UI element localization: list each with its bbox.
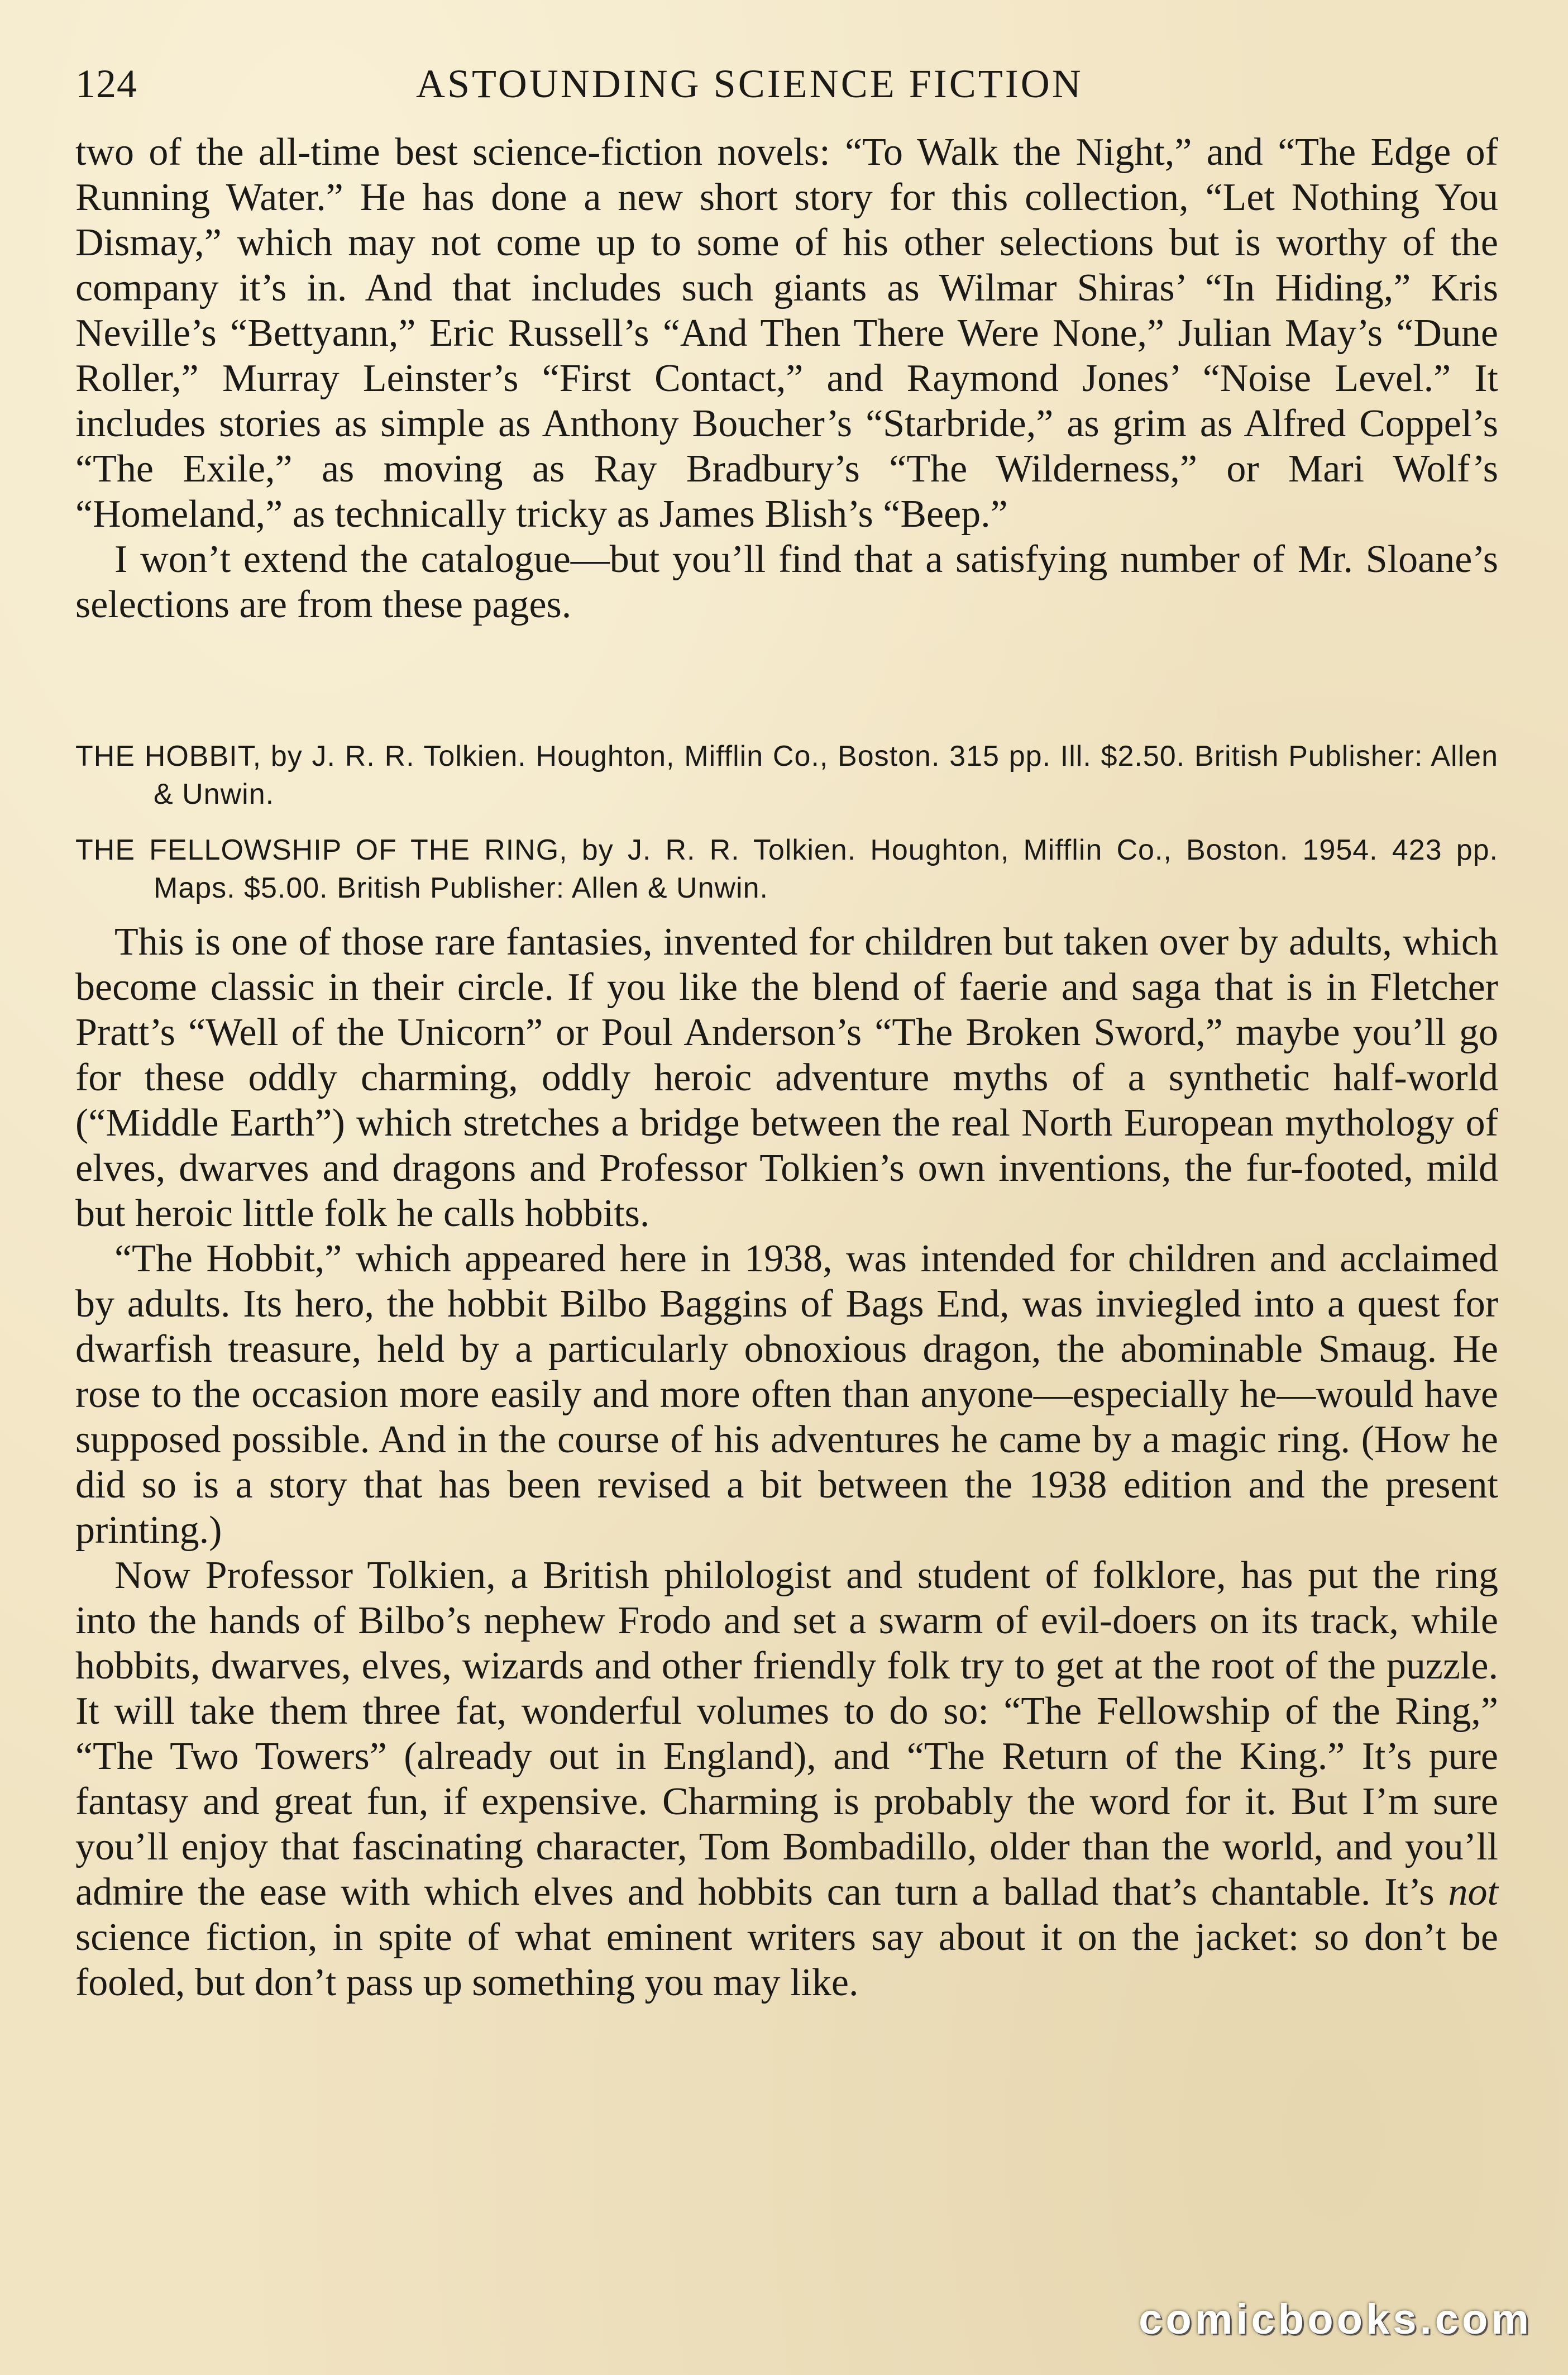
book-spacer xyxy=(75,813,1498,831)
book-entry-hobbit: THE HOBBIT, by J. R. R. Tolkien. Houghton, Mifflin Co., Boston. 315 pp. Ill. $2.50. British Publisher: Allen & Unwin. xyxy=(75,740,1498,810)
review-paragraph-3 xyxy=(75,1553,1498,2005)
review-paragraph-2: “The Hobbit,” which appeared here in 1938, was intended for children and acclaimed by adults. Its hero, the hobbit Bilbo Baggins of Bags End, was inviegled into a quest for dwarfish treasure, held by a particularly obnoxious dragon, the abominable Smaug. He rose to the occasion more easily and more often than anyone—especially he—would have supposed possible. And in the course of his adventures he came by a magic ring. (How he did so is a story that has been revised a bit between the 1938 edition and the present printing.) xyxy=(75,1237,1498,1552)
page-header xyxy=(75,56,1497,112)
review-spacer xyxy=(75,907,1498,919)
watermark-logo: comicbooks.com xyxy=(1139,2296,1532,2343)
review-paragraph-3-part-1: Now Professor Tolkien, a British philologist and student of folklore, has put the ring into the hands of Bilbo’s nephew Frodo and set a swarm of evil-doers on its track, while hobbits, dwarves, elves, wizards and other friendly folk try to get at the root of the puzzle. It will take them three fat, wonderful volumes to do so: “The Fellowship of the Ring,” “The Two Towers” (already out in England), and “The Return of the King.” It’s pure fantasy and great fun, if expensive. Charming is probably the word for it. But I’m sure you’ll enjoy that fascinating character, Tom Bombadillo, older than the world, and you’ll admire the ease with which elves and hobbits can turn a ballad that’s chantable. It’s xyxy=(75,1554,1498,1914)
intro-paragraph-2: I won’t extend the catalogue—but you’ll find that a satisfying number of Mr. Sloane’s selections are from these pages. xyxy=(75,538,1498,626)
section-spacer xyxy=(75,627,1498,737)
running-title: ASTOUNDING SCIENCE FICTION xyxy=(416,61,1083,106)
page-number: 124 xyxy=(75,61,137,106)
book-entry-fellowship: THE FELLOWSHIP OF THE RING, by J. R. R. Tolkien. Houghton, Mifflin Co., Boston. 1954. 423 pp. Maps. $5.00. British Publisher: Allen & Unwin. xyxy=(75,834,1498,904)
text-column xyxy=(75,130,1498,2005)
review-paragraph-1: This is one of those rare fantasies, invented for children but taken over by adults, which become classic in their circle. If you like the blend of faerie and saga that is in Fletcher Pratt’s “Well of the Unicorn” or Poul Anderson’s “The Broken Sword,” maybe you’ll go for these oddly charming, oddly heroic adventure myths of a synthetic half-world (“Middle Earth”) which stretches a bridge between the real North European mythology of elves, dwarves and dragons and Professor Tolkien’s own inventions, the fur-footed, mild but heroic little folk he calls hobbits. xyxy=(75,921,1498,1235)
intro-paragraph-1: two of the all-time best science-fiction novels: “To Walk the Night,” and “The Edge of Running Water.” He has done a new short story for this collection, “Let Nothing You Dismay,” which may not come up to some of his other selections but is worthy of the company it’s in. And that includes such giants as Wilmar Shiras’ “In Hiding,” Kris Neville’s “Bettyann,” Eric Russell’s “And Then There Were None,” Julian May’s “Dune Roller,” Murray Leinster’s “First Contact,” and Raymond Jones’ “Noise Level.” It includes stories as simple as Anthony Boucher’s “Starbride,” as grim as Alfred Coppel’s “The Exile,” as moving as Ray Bradbury’s “The Wilderness,” or Mari Wolf’s “Homeland,” as technically tricky as James Blish’s “Beep.” xyxy=(75,131,1498,536)
review-emphasis: not xyxy=(1448,1871,1498,1914)
review-paragraph-3-part-2: science fiction, in spite of what eminent writers say about it on the jacket: so don’t be fooled, but don’t pass up something you may like. xyxy=(75,1916,1498,2004)
